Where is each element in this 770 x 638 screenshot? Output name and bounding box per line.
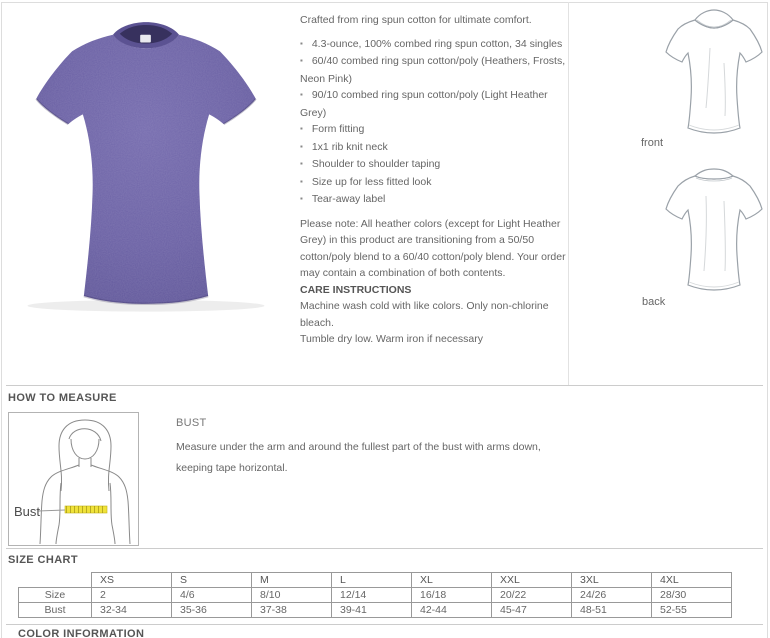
feature-item: ▪ Form fitting [300, 121, 570, 139]
size-cell: 45-47 [492, 603, 572, 618]
feature-item: ▪ 90/10 combed ring spun cotton/poly (Light Heather Grey) [300, 87, 570, 121]
size-column-header: XS [92, 573, 172, 588]
transition-note: Please note: All heather colors (except for Light Heather Grey) in this product are transitioning from a 50/50 cotton/poly blend to a 60/40 cotton/poly blend. Your order may contain a combination of both contents. [300, 217, 566, 279]
size-cell: 42-44 [412, 603, 492, 618]
size-column-header: M [252, 573, 332, 588]
size-cell: 20/22 [492, 588, 572, 603]
size-chart-heading: SIZE CHART [8, 554, 78, 566]
feature-item: ▪ Tear-away label [300, 191, 570, 209]
size-column-header: 3XL [572, 573, 652, 588]
row-label: Bust [19, 603, 92, 618]
size-chart-table [18, 572, 732, 618]
size-cell: 35-36 [172, 603, 252, 618]
how-to-measure-heading: HOW TO MEASURE [8, 392, 117, 404]
size-cell: 8/10 [252, 588, 332, 603]
size-cell: 32-34 [92, 603, 172, 618]
feature-item: ▪ 1x1 rib knit neck [300, 139, 570, 157]
measure-description: Measure under the arm and around the fullest part of the bust with arms down, keeping tape horizontal. [176, 441, 541, 474]
size-cell: 37-38 [252, 603, 332, 618]
feature-list [300, 36, 570, 209]
size-cell: 48-51 [572, 603, 652, 618]
care-instructions-line: Machine wash cold with like colors. Only non-chlorine bleach. [300, 300, 549, 329]
product-description [300, 12, 570, 348]
size-column-header: XL [412, 573, 492, 588]
front-view-sketch [662, 8, 766, 134]
feature-item: ▪ 4.3-ounce, 100% combed ring spun cotton, 34 singles [300, 36, 570, 54]
purple-tshirt-image [10, 6, 282, 318]
feature-item: ▪ Shoulder to shoulder taping [300, 156, 570, 174]
measure-figure-illustration [9, 413, 138, 545]
product-intro: Crafted from ring spun cotton for ultimate comfort. [300, 14, 532, 26]
product-photo [10, 6, 282, 318]
size-chart-header-row [19, 573, 732, 588]
back-view-label: back [642, 296, 666, 308]
care-instructions-line: Tumble dry low. Warm iron if necessary [300, 333, 484, 345]
size-cell: 2 [92, 588, 172, 603]
size-cell: 24/26 [572, 588, 652, 603]
table-row [19, 588, 732, 603]
size-column-header: L [332, 573, 412, 588]
size-cell: 52-55 [652, 603, 732, 618]
size-cell: 16/18 [412, 588, 492, 603]
table-row [19, 603, 732, 618]
feature-item: ▪ Size up for less fitted look [300, 174, 570, 192]
measure-figure [8, 412, 139, 546]
size-column-header: 4XL [652, 573, 732, 588]
back-view-sketch [662, 166, 766, 292]
feature-item: ▪ 60/40 combed ring spun cotton/poly (Heathers, Frosts, Neon Pink) [300, 53, 570, 87]
bust-figure-label: Bust [14, 504, 41, 519]
size-column-header: XXL [492, 573, 572, 588]
size-column-header: S [172, 573, 252, 588]
section-divider [6, 624, 763, 625]
column-divider [568, 2, 569, 386]
size-cell: 12/14 [332, 588, 412, 603]
size-cell: 39-41 [332, 603, 412, 618]
measure-term: BUST [176, 417, 207, 429]
size-cell: 28/30 [652, 588, 732, 603]
size-cell: 4/6 [172, 588, 252, 603]
row-label: Size [19, 588, 92, 603]
section-divider [6, 548, 763, 549]
empty-corner-cell [19, 573, 92, 588]
care-instructions-heading: CARE INSTRUCTIONS [300, 283, 412, 296]
front-view-label: front [641, 137, 664, 149]
section-divider [6, 385, 763, 386]
color-information-heading: COLOR INFORMATION [18, 628, 145, 638]
